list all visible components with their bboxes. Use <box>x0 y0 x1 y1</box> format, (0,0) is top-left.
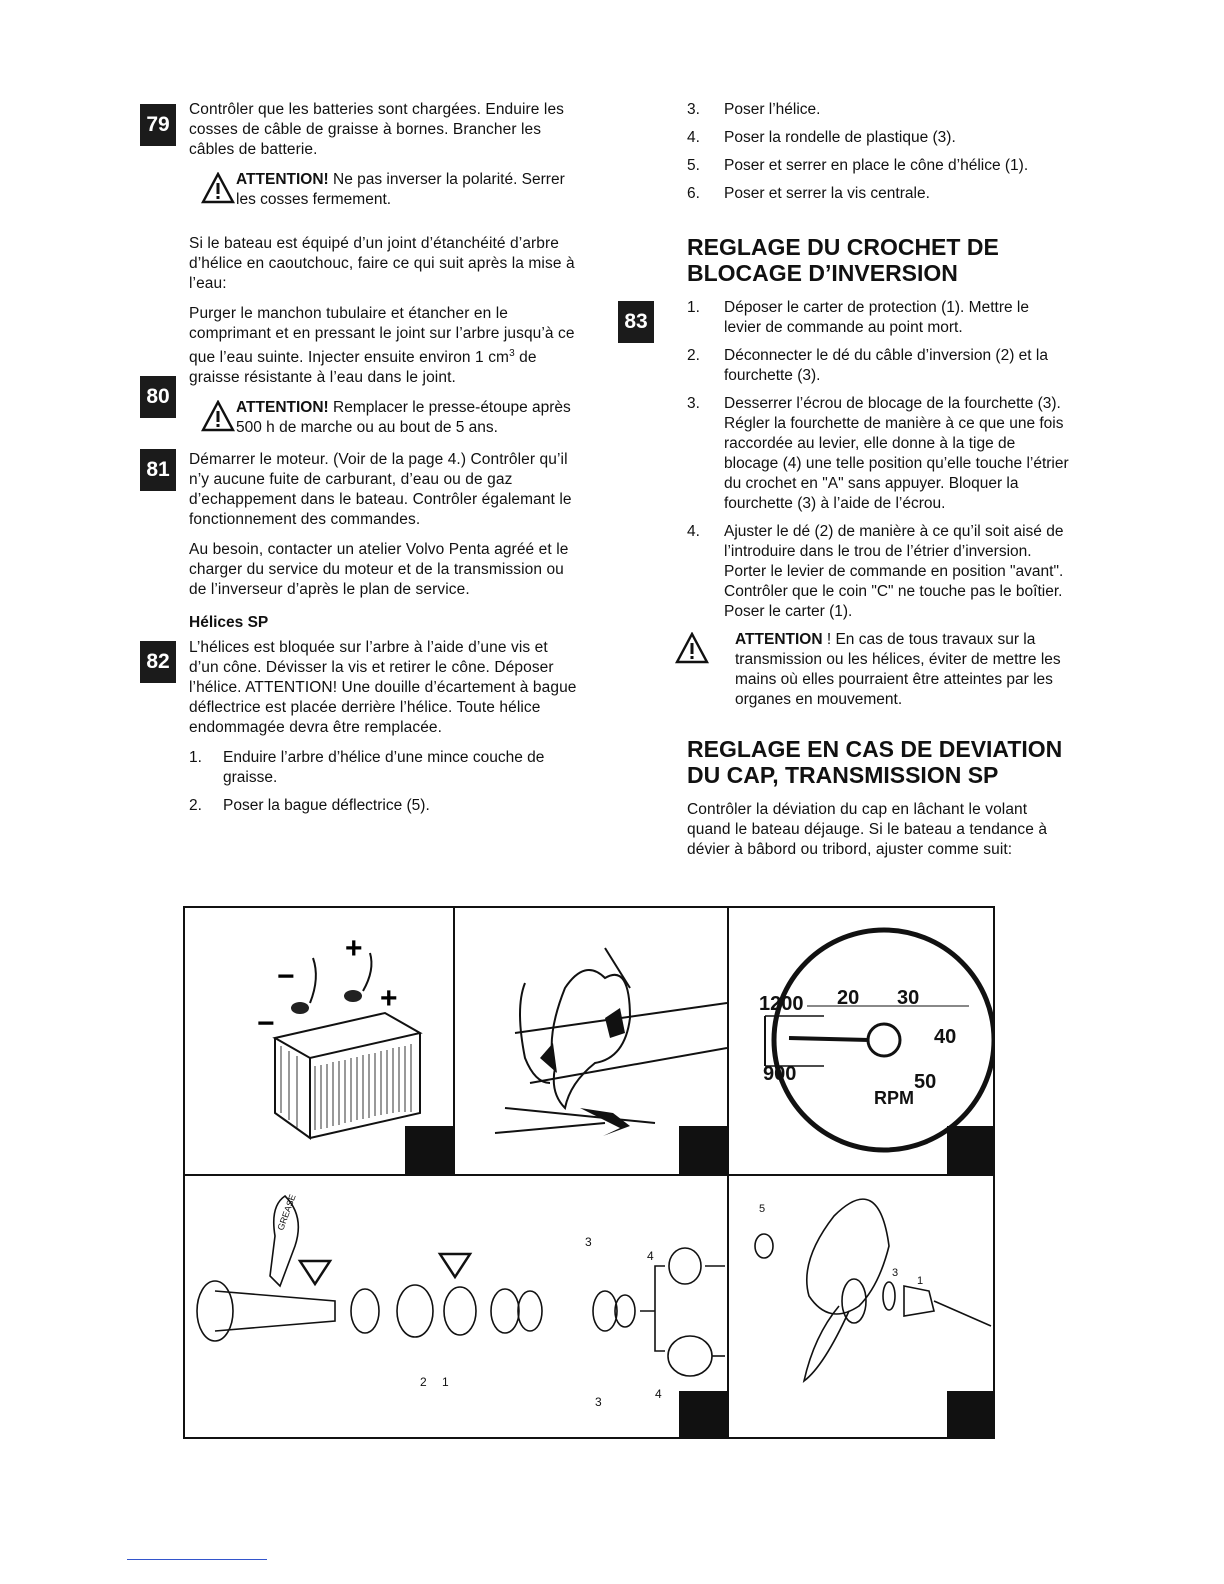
figure-grid <box>183 906 995 1439</box>
warning-label: ATTENTION <box>735 631 823 648</box>
warning <box>687 630 1070 710</box>
list-item: 1. Déposer le carter de protection (1). Mettre le levier de commande au point mort. <box>687 299 1029 336</box>
warning-text: ! En cas de tous travaux sur la transmission ou les hélices, éviter de mettre les mains où elles pourraient être atteintes par les organes en mouvement. <box>735 631 1061 708</box>
corner-block <box>679 1391 727 1439</box>
step-text: Démarrer le moteur. (Voir de la page 4.) Contrôler qu’il n’y aucune fuite de carburant, d’eau ou de gaz d’echappement dans le bateau. Contrôler égalemant le fonctionnement des commandes. <box>189 451 572 529</box>
step-80 <box>140 234 580 438</box>
list-item: 6. Poser et serrer la vis centrale. <box>687 185 930 202</box>
section-heading: Hélices SP <box>189 614 269 632</box>
tachometer-figure <box>729 908 995 1174</box>
list-item: 3. Poser l’hélice. <box>687 101 821 118</box>
plus-label: + <box>345 932 363 965</box>
step-list <box>687 100 1070 204</box>
hand-figure <box>455 908 727 1174</box>
corner-block <box>679 1126 727 1174</box>
list-item: 4. Ajuster le dé (2) de manière à ce qu’il soit aisé de l’introduire dans le trou de l’étrier d’inversion. Porter le levier de commande en position "avant". Contrôler que le coin "C" ne touche pas le boîtier. Poser le carter (1). <box>687 523 1064 620</box>
minus-label: − <box>257 1007 275 1040</box>
corner-block <box>947 1391 995 1439</box>
step-list <box>687 298 1070 622</box>
step-text: Au besoin, contacter un atelier Volvo Penta agréé et le charger du service du moteur et de la transmission ou de l’inverseur d’après le plan de service. <box>189 541 569 599</box>
step-badge: 82 <box>140 641 176 683</box>
step-text: Contrôler que les batteries sont chargées. Enduire les cosses de câble de graisse à bornes. Brancher les câbles de batterie. <box>189 101 565 158</box>
part-label: 4 <box>655 1387 662 1401</box>
list-item: 5. Poser et serrer en place le cône d’hélice (1). <box>687 157 1029 174</box>
warning-icon <box>201 400 235 432</box>
body-text: Contrôler la déviation du cap en lâchant le volant quand le bateau déjauge. Si le bateau a tendance à dévier à bâbord ou tribord, ajuster comme suit: <box>687 801 1048 858</box>
step-79 <box>140 100 580 210</box>
step-badge: 80 <box>140 376 176 418</box>
warning-text: Ne pas inverser la polarité. Serrer les cosses fermement. <box>236 171 565 208</box>
step-badge: 79 <box>140 104 176 146</box>
rpm-high-label: 1200 <box>759 993 804 1015</box>
part-label: 4 <box>647 1249 654 1263</box>
warning-icon <box>201 172 235 204</box>
plus-label: + <box>380 982 398 1015</box>
step-badge: 81 <box>140 449 176 491</box>
corner-block <box>947 1126 995 1174</box>
part-label: 1 <box>442 1375 449 1389</box>
corner-block <box>405 1126 453 1174</box>
warning-label: ATTENTION! <box>236 171 329 188</box>
step-badge: 83 <box>618 301 654 343</box>
step-81 <box>140 450 580 600</box>
gearbox-figure <box>185 1176 727 1439</box>
part-label: 2 <box>420 1375 427 1389</box>
step-text: Purger le manchon tubulaire et étancher en le comprimant et en pressant le joint sur l’arbre jusqu’à ce que l’eau suinte. Injecter ensuite environ 1 $cm^3$ de graisse résistante à l’eau dans le joint. <box>189 305 575 387</box>
warning <box>189 398 580 438</box>
part-label: 1 <box>917 1275 924 1287</box>
tick-label: 40 <box>934 1026 957 1048</box>
warning-label: ATTENTION! <box>236 399 329 417</box>
grease-label: GREASE <box>275 1193 298 1232</box>
list-item: 2. Poser la bague déflectrice (5). <box>189 797 430 815</box>
step-82 <box>140 638 580 816</box>
right-column <box>615 100 1070 870</box>
list-item: 3. Desserrer l’écrou de blocage de la fourchette (3). Régler la fourchette de manière à ce que une fois raccordée au levier, elle donne à la tige de blocage (4) une telle position qu’elle touche l’étrier du crochet en "A" sans appuyer. Bloquer la fourchette (3) à l’aide de l’écrou. <box>687 395 1069 512</box>
section-heading: REGLAGE DU CROCHET DE BLOCAGE D’INVERSION <box>687 234 999 286</box>
warning-icon <box>675 632 709 664</box>
tick-label: 50 <box>914 1071 937 1093</box>
list-item: 4. Poser la rondelle de plastique (3). <box>687 129 956 146</box>
step-text: L’hélices est bloquée sur l’arbre à l’aide d’une vis et d’un cône. Dévisser la vis et retirer le cône. Déposer l’hélice. ATTENTION! Une douille d’écartement à bague déflectrice est placée derrière l’hélice. Toute hélice endommagée devra être remplacée. <box>189 639 577 737</box>
propeller-figure <box>729 1176 995 1439</box>
list-item: 2. Déconnecter le dé du câble d’inversion (2) et la fourchette (3). <box>687 347 1048 384</box>
unit-label: RPM <box>874 1088 914 1108</box>
section-heading: REGLAGE EN CAS DE DEVIATION DU CAP, TRANSMISSION SP <box>687 736 1063 788</box>
battery-figure <box>185 908 453 1174</box>
warning-text: Remplacer le presse-étoupe après 500 h de marche ou au bout de 5 ans. <box>236 399 571 437</box>
tick-label: 20 <box>837 987 860 1009</box>
part-label: 5 <box>759 1203 766 1215</box>
warning <box>189 170 580 210</box>
step-83 <box>615 298 1070 710</box>
minus-label: − <box>277 960 295 993</box>
step-list <box>189 748 580 816</box>
rpm-low-label: 900 <box>763 1063 797 1085</box>
footer-rule <box>127 1559 267 1560</box>
part-label: 3 <box>585 1235 592 1249</box>
part-label: 3 <box>595 1395 602 1409</box>
left-column <box>140 100 580 824</box>
list-item: 1. Enduire l’arbre d’hélice d’une mince couche de graisse. <box>189 749 545 787</box>
step-text: Si le bateau est équipé d’un joint d’étanchéité d’arbre d’hélice en caoutchouc, faire ce qui suit après la mise à l’eau: <box>189 235 575 292</box>
tick-label: 30 <box>897 987 920 1009</box>
part-label: 3 <box>892 1267 899 1279</box>
